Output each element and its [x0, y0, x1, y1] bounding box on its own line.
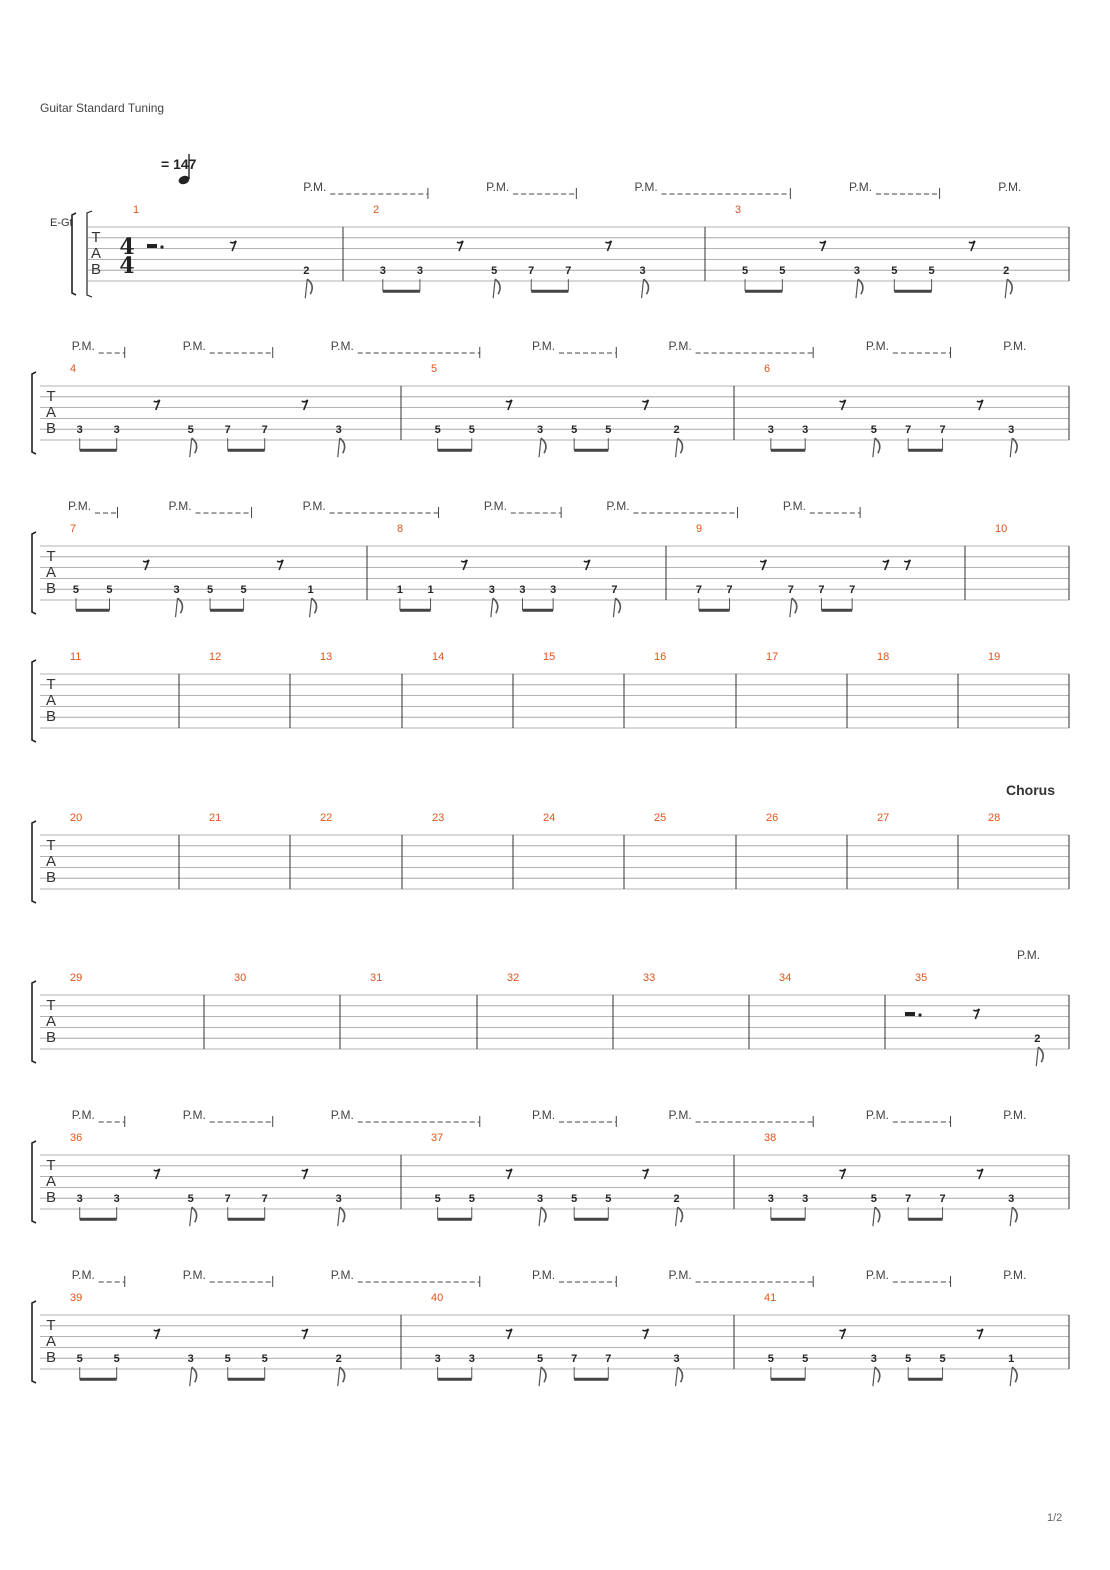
tab-clef-letter: T [46, 837, 56, 854]
track-name: E-Gt [50, 217, 73, 229]
half-rest [147, 244, 157, 248]
measure-number: 9 [696, 523, 703, 535]
fret-number: 7 [849, 584, 856, 597]
system-bracket [32, 981, 36, 1063]
note-flag [340, 438, 345, 453]
note-stem [642, 279, 644, 298]
measure-number: 39 [70, 1292, 83, 1304]
fret-number: 5 [113, 1353, 120, 1366]
palm-mute-label: P.M. [71, 1108, 95, 1122]
measure-number: 38 [764, 1132, 777, 1144]
fret-number: 7 [565, 265, 572, 278]
fret-number: 5 [741, 265, 749, 278]
eighth-rest [760, 560, 766, 570]
note-stem [539, 1207, 541, 1226]
fret-number: 3 [519, 584, 526, 597]
measure-number: 6 [764, 363, 771, 375]
system-bracket [32, 660, 36, 742]
system-4 [32, 651, 1069, 742]
measure-number: 28 [988, 812, 1001, 824]
eighth-rest [302, 1329, 308, 1339]
tab-clef-letter: T [46, 388, 56, 405]
fret-number: 5 [434, 1193, 441, 1206]
measure-number: 27 [877, 812, 890, 824]
eighth-rest [840, 1329, 846, 1339]
fret-number: 5 [206, 584, 214, 597]
note-flag [541, 438, 546, 453]
tab-clef-letter: T [46, 1317, 56, 1334]
fret-number: 7 [528, 265, 535, 278]
fret-number: 5 [571, 1193, 578, 1206]
fret-number: 5 [224, 1353, 231, 1366]
palm-mute-label: P.M. [330, 1268, 354, 1282]
system-bracket [32, 532, 36, 614]
eighth-rest [506, 400, 512, 410]
note-flag [875, 1207, 880, 1222]
measure-number: 24 [543, 812, 556, 824]
fret-number: 1 [396, 584, 403, 597]
eighth-rest [154, 1169, 160, 1179]
fret-number: 7 [224, 1193, 231, 1206]
note-stem [305, 279, 307, 298]
note-stem [176, 598, 178, 617]
fret-number: 3 [379, 265, 386, 278]
fret-number: 3 [639, 265, 646, 278]
note-flag [678, 438, 683, 453]
measure-number: 31 [370, 972, 383, 984]
system-3 [32, 499, 1069, 617]
measure-number: 13 [320, 651, 333, 663]
fret-number: 5 [571, 424, 578, 437]
fret-number: 5 [187, 424, 194, 437]
note-stem [873, 1367, 875, 1386]
eighth-rest [154, 1329, 160, 1339]
note-stem [190, 438, 192, 457]
eighth-rest [154, 400, 160, 410]
palm-mute-label: P.M. [634, 180, 658, 194]
measure-number: 18 [877, 651, 890, 663]
measure-number: 10 [995, 523, 1008, 535]
eighth-rest [820, 241, 826, 251]
note-stem [613, 598, 615, 617]
eighth-rest [143, 560, 149, 570]
eighth-rest [461, 560, 467, 570]
measure-number: 15 [543, 651, 556, 663]
note-flag [1012, 1367, 1017, 1382]
fret-number: 5 [187, 1193, 194, 1206]
note-stem [1010, 1207, 1012, 1226]
system-bracket [32, 1301, 36, 1383]
fret-number: 5 [939, 1353, 946, 1366]
measure-number: 5 [431, 363, 438, 375]
fret-number: 3 [550, 584, 557, 597]
tuning-label: Guitar Standard Tuning [40, 101, 165, 115]
fret-number: 3 [335, 1193, 342, 1206]
tab-clef-letter: B [45, 869, 57, 886]
fret-number: 5 [605, 1193, 612, 1206]
eighth-rest [977, 1329, 983, 1339]
system-8 [32, 1268, 1069, 1386]
tab-clef-letter: A [45, 564, 57, 581]
tab-clef-letter: T [46, 997, 56, 1014]
fret-number: 5 [870, 424, 877, 437]
palm-mute-label: P.M. [302, 499, 326, 513]
fret-number: 3 [802, 424, 809, 437]
note-stem [1005, 279, 1007, 298]
note-stem [539, 1367, 541, 1386]
eighth-rest [642, 400, 648, 410]
measure-number: 21 [209, 812, 222, 824]
eighth-rest [883, 560, 889, 570]
fret-number: 5 [261, 1353, 268, 1366]
tab-clef-letter: B [45, 420, 57, 437]
note-flag [312, 598, 317, 613]
fret-number: 3 [1008, 1193, 1015, 1206]
fret-number: 7 [905, 1193, 912, 1206]
note-stem [493, 279, 495, 298]
fret-number: 1 [307, 584, 314, 597]
fret-number: 2 [1034, 1033, 1041, 1046]
fret-number: 7 [261, 1193, 268, 1206]
note-stem [676, 1367, 678, 1386]
palm-mute-label: P.M. [782, 499, 806, 513]
measure-number: 20 [70, 812, 83, 824]
eighth-rest [642, 1169, 648, 1179]
note-stem [338, 438, 340, 457]
note-flag [1012, 1207, 1017, 1222]
fret-number: 5 [491, 265, 498, 278]
note-stem [190, 1367, 192, 1386]
eighth-rest [840, 400, 846, 410]
fret-number: 3 [853, 265, 861, 278]
fret-number: 3 [767, 424, 774, 437]
section-marker-chorus: Chorus [1006, 782, 1055, 798]
note-stem [856, 279, 858, 298]
fret-number: 3 [468, 1353, 475, 1366]
rest-dot [160, 245, 163, 248]
fret-number: 3 [113, 424, 120, 437]
measure-number: 25 [654, 812, 667, 824]
palm-mute-label: P.M. [330, 1108, 354, 1122]
system-6 [32, 948, 1069, 1066]
note-stem [1010, 438, 1012, 457]
system-bracket [32, 821, 36, 903]
fret-number: 3 [802, 1193, 809, 1206]
eighth-rest [904, 560, 910, 570]
tab-clef-letter: A [45, 404, 57, 421]
fret-number: 2 [673, 1193, 680, 1206]
measure-number: 1 [133, 204, 140, 216]
note-stem [338, 1367, 340, 1386]
eighth-rest [605, 241, 611, 251]
note-flag [858, 279, 863, 294]
measure-number: 12 [209, 651, 222, 663]
measure-number: 17 [766, 651, 779, 663]
note-flag [493, 598, 498, 613]
fret-number: 5 [767, 1353, 774, 1366]
note-flag [875, 438, 880, 453]
fret-number: 2 [303, 265, 310, 278]
fret-number: 5 [891, 265, 898, 278]
note-flag [875, 1367, 880, 1382]
measure-number: 3 [735, 204, 742, 216]
palm-mute-label: P.M. [182, 1268, 206, 1282]
fret-number: 7 [726, 584, 733, 597]
measure-number: 29 [70, 972, 83, 984]
fret-number: 3 [335, 424, 342, 437]
fret-number: 3 [187, 1353, 194, 1366]
page-number: 1/2 [1047, 1512, 1063, 1524]
note-stem [676, 438, 678, 457]
eighth-rest [584, 560, 590, 570]
measure-number: 4 [70, 363, 77, 375]
fret-number: 3 [488, 584, 495, 597]
tab-clef-letter: A [90, 245, 102, 262]
note-stem [790, 598, 792, 617]
fret-number: 5 [870, 1193, 877, 1206]
note-stem [539, 438, 541, 457]
palm-mute-label: P.M. [668, 1108, 692, 1122]
fret-number: 2 [335, 1353, 342, 1366]
note-flag [192, 438, 197, 453]
palm-mute-label: P.M. [865, 1108, 889, 1122]
measure-number: 2 [373, 204, 380, 216]
note-flag [541, 1207, 546, 1222]
tempo-value: = 147 [161, 156, 197, 172]
time-signature-top: 4 [119, 234, 135, 260]
tab-clef-letter: B [45, 708, 57, 725]
fret-number: 3 [416, 265, 423, 278]
eighth-rest [840, 1169, 846, 1179]
fret-number: 7 [605, 1353, 612, 1366]
fret-number: 5 [434, 424, 441, 437]
note-flag [1038, 1047, 1043, 1062]
note-stem [491, 598, 493, 617]
eighth-rest [973, 1009, 979, 1019]
fret-number: 3 [673, 1353, 680, 1366]
palm-mute-label: P.M. [71, 1268, 95, 1282]
palm-mute-label: P.M. [1003, 1268, 1027, 1282]
palm-mute-label: P.M. [1003, 1108, 1027, 1122]
tab-clef-letter: T [91, 229, 101, 246]
fret-number: 5 [468, 1193, 475, 1206]
measure-number: 36 [70, 1132, 83, 1144]
fret-number: 5 [905, 1353, 912, 1366]
fret-number: 3 [1008, 424, 1015, 437]
palm-mute-label: P.M. [998, 180, 1022, 194]
fret-number: 7 [818, 584, 825, 597]
fret-number: 3 [113, 1193, 120, 1206]
palm-mute-label: P.M. [668, 339, 692, 353]
eighth-rest [302, 400, 308, 410]
system-bracket [32, 372, 36, 454]
note-flag [340, 1207, 345, 1222]
fret-number: 3 [434, 1353, 441, 1366]
note-stem [190, 1207, 192, 1226]
fret-number: 7 [939, 424, 946, 437]
fret-number: 1 [1008, 1353, 1015, 1366]
rest-dot [918, 1013, 921, 1016]
system-5 [32, 812, 1069, 903]
palm-mute-label: P.M. [865, 1268, 889, 1282]
fret-number: 7 [224, 424, 231, 437]
fret-number: 7 [787, 584, 794, 597]
fret-number: 5 [605, 424, 612, 437]
palm-mute-label: P.M. [532, 1108, 556, 1122]
palm-mute-label: P.M. [865, 339, 889, 353]
tab-clef-letter: T [46, 676, 56, 693]
palm-mute-label: P.M. [182, 339, 206, 353]
fret-number: 5 [779, 265, 786, 278]
eighth-rest [230, 241, 236, 251]
eighth-rest [506, 1329, 512, 1339]
tab-clef-letter: B [45, 1189, 57, 1206]
fret-number: 7 [261, 424, 268, 437]
fret-number: 1 [427, 584, 434, 597]
palm-mute-label: P.M. [303, 180, 327, 194]
note-flag [192, 1207, 197, 1222]
fret-number: 5 [76, 1353, 83, 1366]
tab-clef-letter: B [90, 261, 102, 278]
palm-mute-label: P.M. [668, 1268, 692, 1282]
note-flag [495, 279, 500, 294]
eighth-rest [969, 241, 975, 251]
note-flag [1012, 438, 1017, 453]
note-flag [541, 1367, 546, 1382]
note-flag [792, 598, 797, 613]
tab-clef-letter: B [45, 1349, 57, 1366]
measure-number: 11 [70, 651, 82, 663]
eighth-rest [642, 1329, 648, 1339]
tab-clef-letter: B [45, 580, 57, 597]
eighth-rest [457, 241, 463, 251]
tab-clef-letter: T [46, 548, 56, 565]
measure-number: 40 [431, 1292, 444, 1304]
fret-number: 7 [905, 424, 912, 437]
palm-mute-label: P.M. [182, 1108, 206, 1122]
measure-number: 35 [915, 972, 928, 984]
fret-number: 5 [468, 424, 475, 437]
palm-mute-label: P.M. [532, 339, 556, 353]
fret-number: 5 [106, 584, 113, 597]
system-bracket [72, 213, 76, 295]
palm-mute-label: P.M. [483, 499, 507, 513]
half-rest [905, 1012, 915, 1016]
fret-number: 5 [928, 265, 935, 278]
system-1 [72, 180, 1069, 298]
measure-number: 19 [988, 651, 1001, 663]
palm-mute-label: P.M. [532, 1268, 556, 1282]
eighth-rest [977, 1169, 983, 1179]
note-flag [178, 598, 183, 613]
note-stem [1036, 1047, 1038, 1066]
palm-mute-label: P.M. [1003, 339, 1027, 353]
tab-clef-letter: A [45, 853, 57, 870]
note-flag [307, 279, 312, 294]
note-stem [338, 1207, 340, 1226]
tab-clef-letter: T [46, 1157, 56, 1174]
fret-number: 3 [536, 424, 544, 437]
tab-clef-letter: A [45, 1013, 57, 1030]
fret-number: 3 [870, 1353, 877, 1366]
note-stem [310, 598, 312, 617]
note-stem [873, 438, 875, 457]
fret-number: 7 [939, 1193, 946, 1206]
fret-number: 7 [695, 584, 702, 597]
fret-number: 2 [1003, 265, 1010, 278]
note-stem [1010, 1367, 1012, 1386]
tab-clef-letter: A [45, 1333, 57, 1350]
eighth-rest [302, 1169, 308, 1179]
note-stem [873, 1207, 875, 1226]
note-flag [678, 1367, 683, 1382]
fret-number: 3 [173, 584, 180, 597]
fret-number: 3 [76, 424, 83, 437]
palm-mute-label: P.M. [486, 180, 510, 194]
fret-number: 7 [611, 584, 618, 597]
measure-number: 41 [764, 1292, 777, 1304]
measure-number: 30 [234, 972, 247, 984]
palm-mute-label: P.M. [330, 339, 354, 353]
note-flag [644, 279, 649, 294]
eighth-rest [506, 1169, 512, 1179]
note-flag [340, 1367, 345, 1382]
tab-clef-letter: B [45, 1029, 57, 1046]
fret-number: 5 [802, 1353, 809, 1366]
measure-number: 8 [397, 523, 404, 535]
measure-number: 33 [643, 972, 656, 984]
measure-number: 32 [507, 972, 520, 984]
fret-number: 3 [536, 1193, 544, 1206]
measure-number: 23 [432, 812, 445, 824]
fret-number: 5 [72, 584, 80, 597]
eighth-rest [977, 400, 983, 410]
tab-clef-letter: A [45, 692, 57, 709]
fret-number: 3 [76, 1193, 83, 1206]
fret-number: 7 [571, 1353, 578, 1366]
note-flag [1007, 279, 1012, 294]
measure-number: 14 [432, 651, 445, 663]
note-flag [615, 598, 620, 613]
palm-mute-label: P.M. [606, 499, 630, 513]
measure-number: 7 [70, 523, 77, 535]
note-flag [192, 1367, 197, 1382]
measure-number: 34 [779, 972, 792, 984]
fret-number: 5 [240, 584, 247, 597]
system-bracket [32, 1141, 36, 1223]
palm-mute-label: P.M. [168, 499, 192, 513]
palm-mute-label: P.M. [67, 499, 92, 513]
measure-number: 26 [766, 812, 779, 824]
system-7 [32, 1108, 1069, 1226]
measure-number: 22 [320, 812, 333, 824]
measure-number: 37 [431, 1132, 444, 1144]
system-2 [32, 339, 1069, 457]
palm-mute-label: P.M. [71, 339, 95, 353]
fret-number: 5 [536, 1353, 544, 1366]
palm-mute-label: P.M. [848, 180, 873, 194]
eighth-rest [277, 560, 283, 570]
palm-mute-label: P.M. [1017, 948, 1041, 962]
measure-number: 16 [654, 651, 667, 663]
fret-number: 2 [673, 424, 680, 437]
tab-clef-letter: A [45, 1173, 57, 1190]
note-flag [678, 1207, 683, 1222]
fret-number: 3 [767, 1193, 774, 1206]
note-stem [676, 1207, 678, 1226]
time-signature-bottom: 4 [119, 253, 135, 279]
